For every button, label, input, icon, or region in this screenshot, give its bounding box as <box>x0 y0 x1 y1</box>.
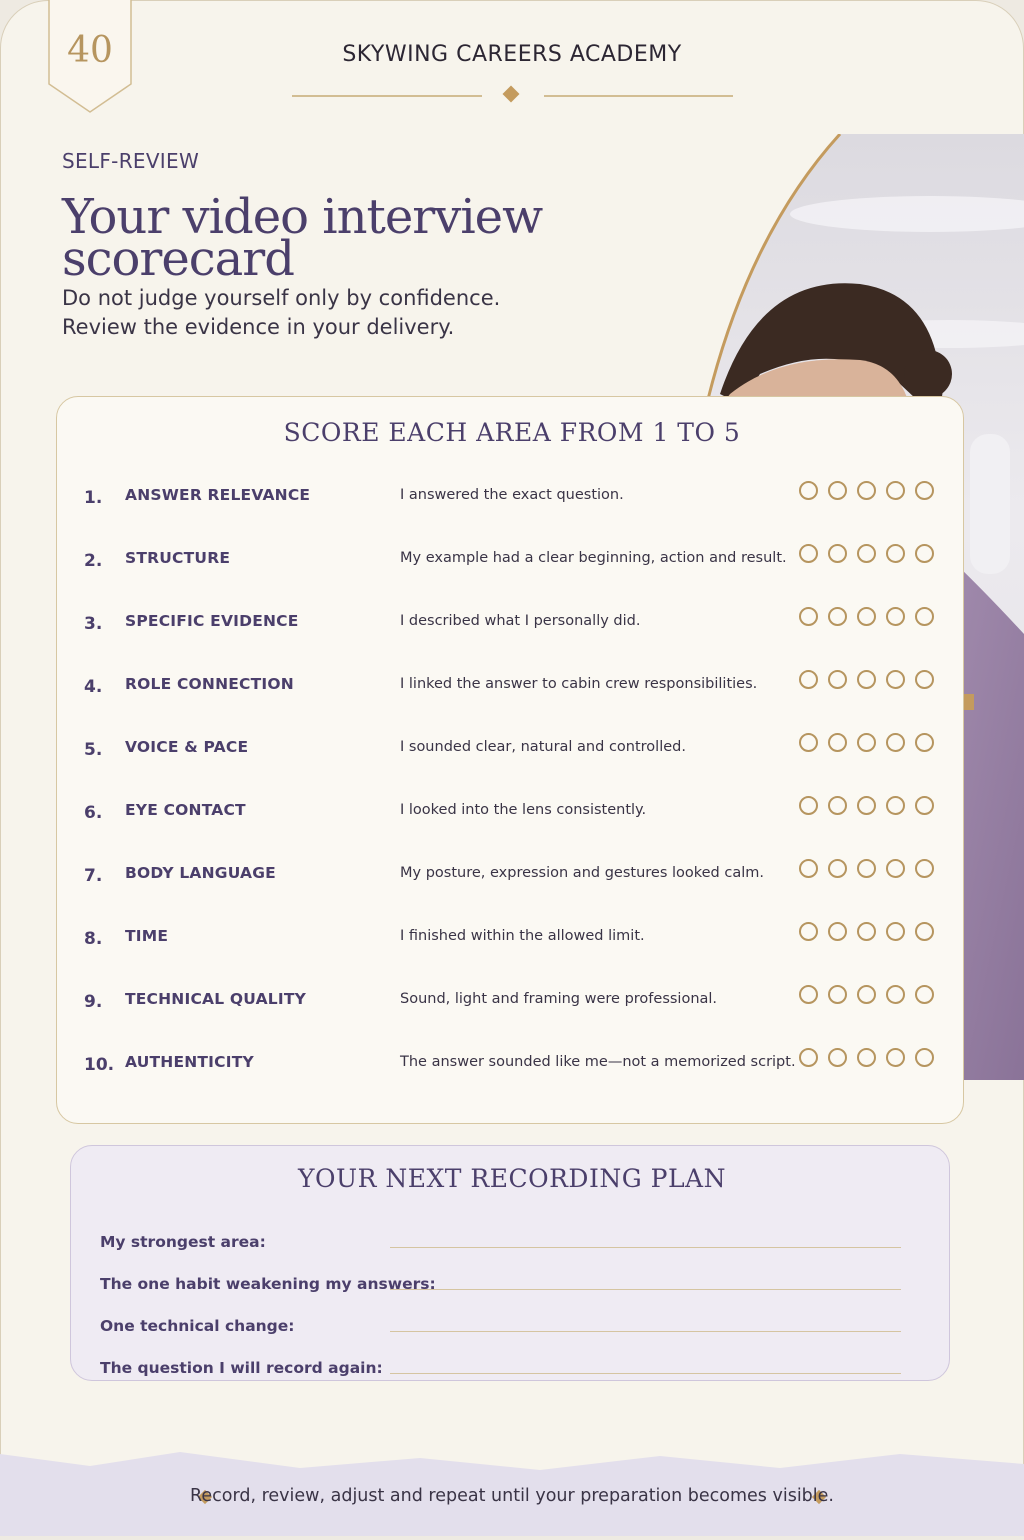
rating-circle-2[interactable] <box>828 607 847 626</box>
rating-circle-4[interactable] <box>886 796 905 815</box>
brand-rule-left <box>292 95 482 97</box>
row-description: I looked into the lens consistently. <box>400 802 647 818</box>
rating-circle-1[interactable] <box>799 733 818 752</box>
brand-name: SKYWING CAREERS ACADEMY <box>342 42 682 67</box>
rating-circle-4[interactable] <box>886 859 905 878</box>
rating-circle-2[interactable] <box>828 796 847 815</box>
row-label: TIME <box>125 927 169 945</box>
rating-circle-4[interactable] <box>886 544 905 563</box>
row-label: BODY LANGUAGE <box>125 864 276 882</box>
rating-circle-3[interactable] <box>857 985 876 1004</box>
plan-field <box>0 1317 1024 1341</box>
score-row <box>0 544 1024 574</box>
row-description: I linked the answer to cabin crew responsibilities. <box>400 676 758 692</box>
rating-circle-2[interactable] <box>828 544 847 563</box>
plan-field <box>0 1275 1024 1299</box>
page-title <box>62 189 622 287</box>
rating-circle-2[interactable] <box>828 733 847 752</box>
rating-circle-3[interactable] <box>857 607 876 626</box>
row-description: I answered the exact question. <box>400 487 624 503</box>
rating-circle-1[interactable] <box>799 985 818 1004</box>
row-description: I sounded clear, natural and controlled. <box>400 739 686 755</box>
rating-circle-1[interactable] <box>799 796 818 815</box>
footer-text: Record, review, adjust and repeat until your preparation becomes visible. <box>190 1486 834 1506</box>
row-description: My posture, expression and gestures looked calm. <box>400 865 764 881</box>
row-label: VOICE & PACE <box>125 738 249 756</box>
rating-circle-3[interactable] <box>857 733 876 752</box>
plan-field-label: The question I will record again: <box>100 1359 383 1377</box>
page-title-line-1: Your video interview <box>62 189 543 245</box>
rating-circle-5[interactable] <box>915 733 934 752</box>
row-number: 4. <box>84 677 103 697</box>
rating-circle-3[interactable] <box>857 796 876 815</box>
rating-circle-4[interactable] <box>886 481 905 500</box>
row-label: SPECIFIC EVIDENCE <box>125 612 299 630</box>
rating-circle-3[interactable] <box>857 859 876 878</box>
rating-circle-4[interactable] <box>886 1048 905 1067</box>
score-row <box>0 733 1024 763</box>
row-description: I finished within the allowed limit. <box>400 928 645 944</box>
rating-circle-2[interactable] <box>828 1048 847 1067</box>
rating-circle-2[interactable] <box>828 670 847 689</box>
score-row <box>0 481 1024 511</box>
rating-circle-3[interactable] <box>857 1048 876 1067</box>
rating-circle-5[interactable] <box>915 544 934 563</box>
row-number: 1. <box>84 488 103 508</box>
rating-circle-3[interactable] <box>857 481 876 500</box>
row-number: 7. <box>84 866 103 886</box>
row-label: STRUCTURE <box>125 549 231 567</box>
row-label: EYE CONTACT <box>125 801 246 819</box>
rating-circle-1[interactable] <box>799 670 818 689</box>
subtitle-line-2: Review the evidence in your delivery. <box>62 315 455 339</box>
row-number: 10. <box>84 1055 115 1075</box>
row-label: TECHNICAL QUALITY <box>125 990 307 1008</box>
plan-answer-line[interactable] <box>390 1289 901 1290</box>
rating-circle-1[interactable] <box>799 1048 818 1067</box>
brand-rule-right <box>544 95 733 97</box>
plan-field-label: One technical change: <box>100 1317 295 1335</box>
rating-circle-5[interactable] <box>915 985 934 1004</box>
plan-field-label: My strongest area: <box>100 1233 266 1251</box>
rating-circle-5[interactable] <box>915 859 934 878</box>
rating-circle-4[interactable] <box>886 607 905 626</box>
page-number: 40 <box>67 30 113 71</box>
row-label: AUTHENTICITY <box>125 1053 254 1071</box>
rating-circle-2[interactable] <box>828 922 847 941</box>
rating-circle-2[interactable] <box>828 481 847 500</box>
row-number: 8. <box>84 929 103 949</box>
rating-circle-3[interactable] <box>857 544 876 563</box>
rating-circle-4[interactable] <box>886 922 905 941</box>
page-subtitle <box>62 284 662 342</box>
plan-answer-line[interactable] <box>390 1331 901 1332</box>
rating-circle-5[interactable] <box>915 796 934 815</box>
row-number: 9. <box>84 992 103 1012</box>
row-number: 6. <box>84 803 103 823</box>
scorecard-heading: SCORE EACH AREA FROM 1 TO 5 <box>283 418 741 447</box>
score-row <box>0 796 1024 826</box>
row-description: Sound, light and framing were professional. <box>400 991 718 1007</box>
rating-circle-5[interactable] <box>915 670 934 689</box>
subtitle-line-1: Do not judge yourself only by confidence. <box>62 286 501 310</box>
score-row <box>0 1048 1024 1078</box>
row-description: I described what I personally did. <box>400 613 641 629</box>
rating-circle-2[interactable] <box>828 859 847 878</box>
row-label: ROLE CONNECTION <box>125 675 294 693</box>
page-title-line-2: scorecard <box>62 231 294 287</box>
rating-circle-4[interactable] <box>886 670 905 689</box>
row-description: The answer sounded like me—not a memorized script. <box>400 1054 796 1070</box>
plan-field-label: The one habit weakening my answers: <box>100 1275 436 1293</box>
rating-circle-1[interactable] <box>799 607 818 626</box>
row-label: ANSWER RELEVANCE <box>125 486 311 504</box>
rating-circle-4[interactable] <box>886 733 905 752</box>
row-number: 5. <box>84 740 103 760</box>
row-number: 3. <box>84 614 103 634</box>
rating-circle-5[interactable] <box>915 1048 934 1067</box>
score-row <box>0 922 1024 952</box>
plan-field <box>0 1359 1024 1383</box>
section-eyebrow: SELF-REVIEW <box>62 149 200 173</box>
rating-circle-5[interactable] <box>915 922 934 941</box>
rating-circle-5[interactable] <box>915 607 934 626</box>
score-row <box>0 607 1024 637</box>
rating-circle-1[interactable] <box>799 859 818 878</box>
recording-plan-heading: YOUR NEXT RECORDING PLAN <box>298 1164 726 1193</box>
rating-circle-3[interactable] <box>857 670 876 689</box>
row-description: My example had a clear beginning, action and result. <box>400 550 787 566</box>
score-row <box>0 985 1024 1015</box>
rating-circle-2[interactable] <box>828 985 847 1004</box>
plan-answer-line[interactable] <box>390 1373 901 1374</box>
plan-answer-line[interactable] <box>390 1247 901 1248</box>
rating-circle-1[interactable] <box>799 544 818 563</box>
rating-circle-3[interactable] <box>857 922 876 941</box>
score-row <box>0 859 1024 889</box>
plan-field <box>0 1233 1024 1257</box>
rating-circle-1[interactable] <box>799 922 818 941</box>
rating-circle-1[interactable] <box>799 481 818 500</box>
row-number: 2. <box>84 551 103 571</box>
rating-circle-5[interactable] <box>915 481 934 500</box>
score-row <box>0 670 1024 700</box>
rating-circle-4[interactable] <box>886 985 905 1004</box>
